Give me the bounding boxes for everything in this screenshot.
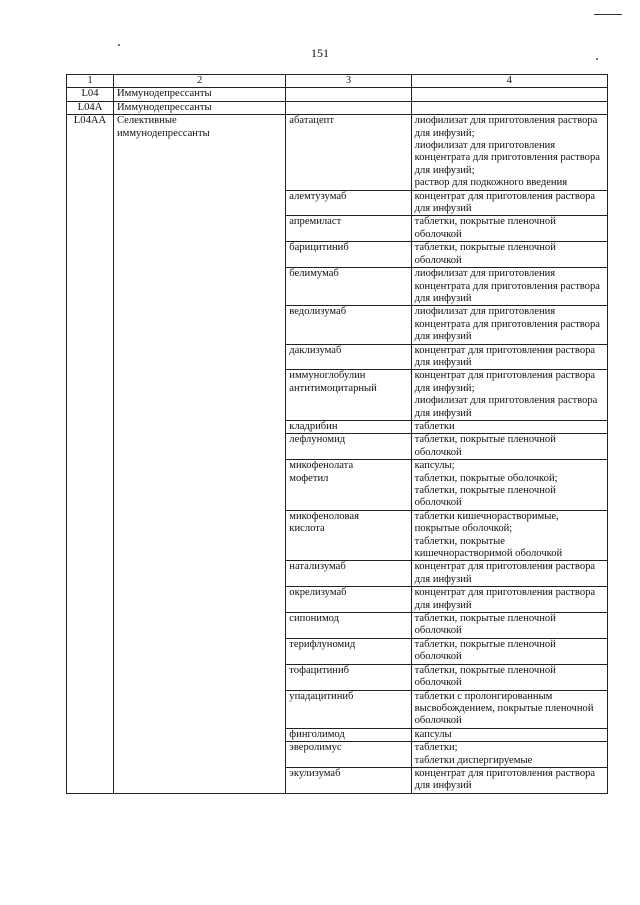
empty-cell: [286, 88, 411, 101]
column-header: 4: [411, 75, 607, 88]
drug-name: эверолимус: [286, 742, 411, 768]
dosage-form: таблетки, покрытые пленочной оболочкой: [411, 216, 607, 242]
dosage-form: концентрат для приготовления раствора для инфузий: [411, 344, 607, 370]
dosage-form: лиофилизат для приготовления концентрата для приготовления раствора для инфузий: [411, 268, 607, 306]
drug-name: иммуноглобулин антитимоцитарный: [286, 370, 411, 421]
drug-name: кладрибин: [286, 420, 411, 433]
dosage-form: капсулы: [411, 728, 607, 741]
column-header: 3: [286, 75, 411, 88]
dosage-form: таблетки; таблетки диспергируемые: [411, 742, 607, 768]
drug-name: белимумаб: [286, 268, 411, 306]
dosage-form: таблетки, покрытые пленочной оболочкой: [411, 613, 607, 639]
table-row: [67, 115, 608, 190]
dosage-form: капсулы; таблетки, покрытые оболочкой; таблетки, покрытые пленочной оболочкой: [411, 460, 607, 511]
dosage-form: концентрат для приготовления раствора для инфузий; лиофилизат для приготовления раствора для инфузий: [411, 370, 607, 421]
drug-name: упадацитиниб: [286, 690, 411, 728]
atc-code: L04A: [67, 101, 114, 114]
group-name: Селективные иммунодепрессанты: [113, 115, 285, 794]
dosage-form: таблетки, покрытые пленочной оболочкой: [411, 638, 607, 664]
dosage-form: лиофилизат для приготовления концентрата для приготовления раствора для инфузий: [411, 306, 607, 344]
drug-name: экулизумаб: [286, 767, 411, 793]
group-name: Иммунодепрессанты: [113, 88, 285, 101]
empty-cell: [286, 101, 411, 114]
atc-code: L04: [67, 88, 114, 101]
dosage-form: концентрат для приготовления раствора для инфузий: [411, 190, 607, 216]
drug-name: барицитиниб: [286, 242, 411, 268]
scan-artifact-line: [594, 14, 622, 15]
column-header: 2: [113, 75, 285, 88]
drug-name: ведолизумаб: [286, 306, 411, 344]
dosage-form: концентрат для приготовления раствора для инфузий: [411, 561, 607, 587]
drug-name: терифлуномид: [286, 638, 411, 664]
drug-name: сипонимод: [286, 613, 411, 639]
drug-name: микофенолата мофетил: [286, 460, 411, 511]
group-row: [67, 101, 608, 114]
group-row: [67, 88, 608, 101]
drug-name: апремиласт: [286, 216, 411, 242]
drug-name: натализумаб: [286, 561, 411, 587]
group-name: Иммунодепрессанты: [113, 101, 285, 114]
drug-name: окрелизумаб: [286, 587, 411, 613]
dosage-form: концентрат для приготовления раствора для инфузий: [411, 587, 607, 613]
drug-name: микофеноловая кислота: [286, 510, 411, 561]
drug-name: тофацитиниб: [286, 664, 411, 690]
dosage-form: таблетки, покрытые пленочной оболочкой: [411, 434, 607, 460]
drug-name: алемтузумаб: [286, 190, 411, 216]
dosage-form: концентрат для приготовления раствора для инфузий: [411, 767, 607, 793]
medicines-table: [66, 74, 608, 794]
dosage-form: таблетки кишечнорастворимые, покрытые оболочкой; таблетки, покрытые кишечнорастворимой оболочкой: [411, 510, 607, 561]
dosage-form: таблетки, покрытые пленочной оболочкой: [411, 242, 607, 268]
table-header-row: [67, 75, 608, 88]
empty-cell: [411, 101, 607, 114]
page-number: 151: [311, 46, 329, 60]
dosage-form: таблетки: [411, 420, 607, 433]
atc-code: L04AA: [67, 115, 114, 794]
empty-cell: [411, 88, 607, 101]
column-header: 1: [67, 75, 114, 88]
drug-name: финголимод: [286, 728, 411, 741]
dosage-form: лиофилизат для приготовления раствора для инфузий; лиофилизат для приготовления концентрата для приготовления раствора для инфузий; раствор для подкожного введения: [411, 115, 607, 190]
drug-name: абатацепт: [286, 115, 411, 190]
dosage-form: таблетки, покрытые пленочной оболочкой: [411, 664, 607, 690]
drug-name: лефлуномид: [286, 434, 411, 460]
drug-name: даклизумаб: [286, 344, 411, 370]
dosage-form: таблетки с пролонгированным высвобождением, покрытые пленочной оболочкой: [411, 690, 607, 728]
